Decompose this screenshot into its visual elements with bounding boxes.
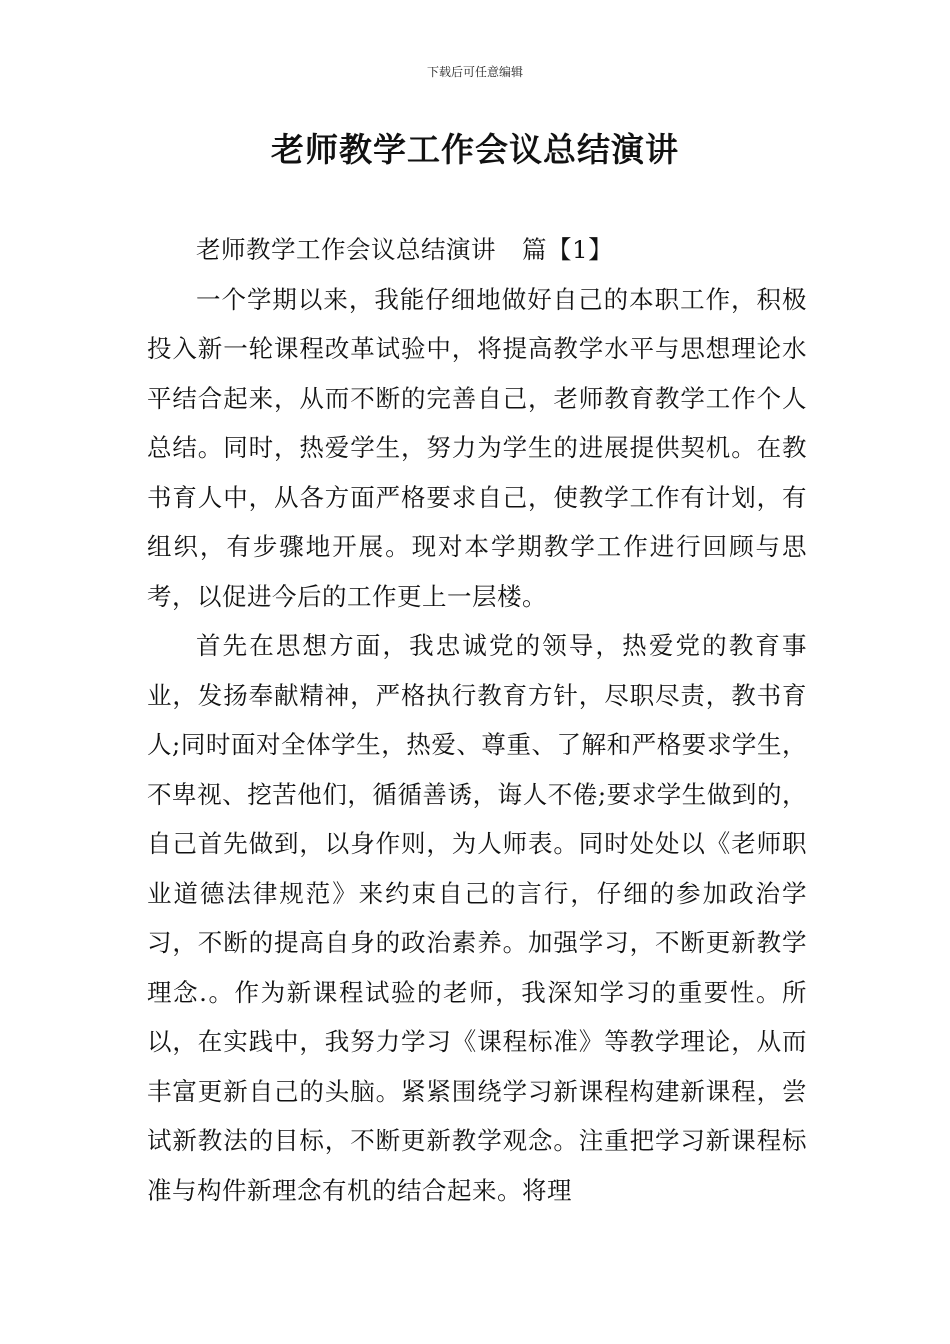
paragraph: 一个学期以来，我能仔细地做好自己的本职工作，积极投入新一轮课程改革试验中，将提高教学水平与思想理论水平结合起来，从而不断的完善自己，老师教育教学工作个人总结。同时，热爱学生，努力为学生的进展提供契机。在教书育人中，从各方面严格要求自己，使教学工作有计划，有组织，有步骤地开展。现对本学期教学工作进行回顾与思考，以促进今后的工作更上一层楼。 xyxy=(147,284,807,611)
section-heading xyxy=(147,225,807,275)
paragraph: 首先在思想方面，我忠诚党的领导，热爱党的教育事业，发扬奉献精神，严格执行教育方针，尽职尽责，教书育人;同时面对全体学生，热爱、尊重、了解和严格要求学生，不卑视、挖苦他们，循循善诱，诲人不倦;要求学生做到的，自己首先做到，以身作则，为人师表。同时处处以《老师职业道德法律规范》来约束自己的言行，仔细的参加政治学习，不断的提高自身的政治素养。加强学习，不断更新教学理念.。作为新课程试验的老师，我深知学习的重要性。所以，在实践中，我努力学习《课程标准》等教学理论，从而丰富更新自己的头脑。紧紧围绕学习新课程构建新课程，尝试新教法的目标，不断更新教学观念。注重把学习新课程标准与构件新理念有机的结合起来。将理 xyxy=(147,631,807,1205)
section-heading-text: 老师教学工作会议总结演讲 xyxy=(196,235,496,264)
section-heading-part: 篇【1】 xyxy=(522,235,614,264)
document-title: 老师教学工作会议总结演讲 xyxy=(271,130,679,169)
document-body xyxy=(147,225,807,1215)
header-note: 下载后可任意编辑 xyxy=(426,65,523,79)
